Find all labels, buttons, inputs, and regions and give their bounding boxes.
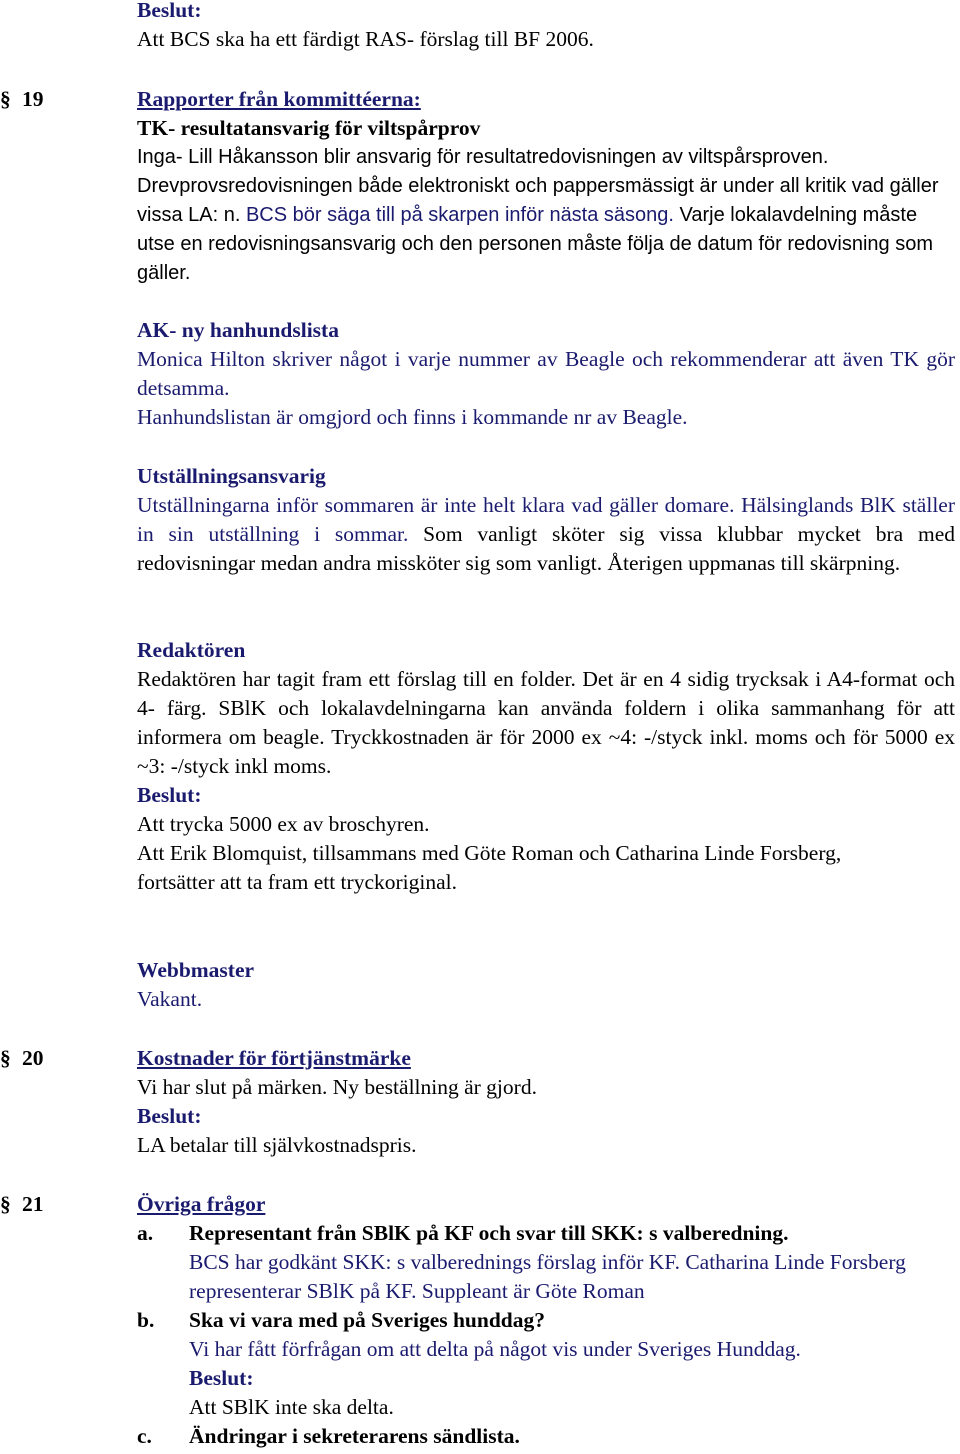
section-20 [137,1044,955,1160]
beslut-text: Att BCS ska ha ett färdigt RAS- förslag till BF 2006. [137,27,594,51]
item-c-label: c. [137,1424,152,1448]
ut-text [137,491,955,578]
paragraph-symbol: § [0,1046,11,1070]
section-19-number [0,85,60,114]
ak-block [137,316,955,432]
beslut-label: Beslut: [137,783,202,807]
section-19 [137,85,955,288]
section-number: 21 [22,1192,44,1216]
redaktoren-heading: Redaktören [137,638,246,662]
item-a-label: a. [137,1221,154,1245]
ak-text-1: Monica Hilton skriver något i varje nummer av Beagle och rekommenderar att även TK gör detsamma. [137,347,955,400]
item-a-text: BCS har godkänt SKK: s valberednings förslag inför KF. Catharina Linde Forsberg representerar SBlK på KF. Suppleant är Göte Roman [189,1250,906,1303]
item-b-text: Vi har fått förfrågan om att delta på något vis under Sveriges Hunddag. [189,1337,801,1361]
redaktoren-text: Redaktören har tagit fram ett förslag till en folder. Det är en 4 sidig trycksak i A4-format och 4- färg. SBlK och lokalavdelningarna kan använda foldern i olika sammanhang för att informera om beagle. Tryckkostnaden är för 2000 ex ~4: -/styck inkl. moms och för 5000 ex ~3: -/styck inkl moms. [137,667,955,778]
section-number: 20 [22,1046,44,1070]
tk-text [137,143,955,288]
section-21-number [0,1190,60,1219]
section-19-heading: Rapporter från kommittéerna: [137,87,421,111]
ut-text-3: Som vanligt sköter sig vissa klubbar mycket bra med redovisningar medan andra missköter sig som vanligt. Återigen uppmanas till skärpning. [137,522,955,575]
section-20-heading: Kostnader för förtjänstmärke [137,1046,411,1070]
ut-heading: Utställningsansvarig [137,464,326,488]
section-20-text: Vi har slut på märken. Ny beställning är gjord. [137,1075,537,1099]
item-a [189,1219,955,1306]
tk-text-2: BCS bör säga till på skarpen inför nästa säsong. [245,204,674,226]
item-b-label: b. [137,1308,155,1332]
ut-block [137,462,955,578]
webbmaster-block [137,956,955,1014]
redaktoren-beslut-1: Att trycka 5000 ex av broschyren. [137,812,430,836]
beslut-block-top [137,0,955,54]
webbmaster-text: Vakant. [137,987,203,1011]
ut-text-1: Utställningarna inför sommaren är inte helt klara vad gäller domare. [137,493,735,517]
item-b-beslut-text: Att SBlK inte ska delta. [189,1395,394,1419]
tk-heading: TK- resultatansvarig för viltspårprov [137,116,481,140]
ak-heading: AK- ny hanhundslista [137,318,339,342]
section-20-beslut-text: LA betalar till självkostnadspris. [137,1133,417,1157]
beslut-label: Beslut: [189,1366,254,1390]
ak-text-2: Hanhundslistan är omgjord och finns i kommande nr av Beagle. [137,405,688,429]
section-21-heading: Övriga frågor [137,1192,266,1216]
paragraph-symbol: § [0,1192,11,1216]
item-b-title: Ska vi vara med på Sveriges hunddag? [189,1308,546,1332]
item-a-title: Representant från SBlK på KF och svar till SKK: s valberedning. [189,1221,789,1245]
item-b [189,1306,955,1422]
section-20-number [0,1044,60,1073]
item-c [189,1422,955,1451]
paragraph-symbol: § [0,87,11,111]
webbmaster-heading: Webbmaster [137,958,255,982]
redaktoren-beslut-2: Att Erik Blomquist, tillsammans med Göte Roman och Catharina Linde Forsberg, fortsätter att ta fram ett tryckoriginal. [137,841,842,894]
tk-text-1: Inga- Lill Håkansson blir ansvarig för resultatredovisningen av viltspårsproven. Drevprovsredovisningen både elektroniskt och pappersmässigt är under all kritik vad gäller vissa LA: n. [137,146,939,226]
tk-text-3: Varje lokalavdelning måste utse en redovisningsansvarig och den personen måste följa de datum för redovisning som gäller. [137,204,934,284]
section-number: 19 [22,87,44,111]
redaktoren-block [137,636,955,897]
section-21 [137,1190,955,1219]
item-c-title: Ändringar i sekreterarens sändlista. [189,1424,520,1448]
beslut-label: Beslut: [137,1104,202,1128]
beslut-label: Beslut: [137,0,202,22]
ut-text-2: Hälsinglands BlK ställer in sin utställning i sommar. [137,493,955,546]
